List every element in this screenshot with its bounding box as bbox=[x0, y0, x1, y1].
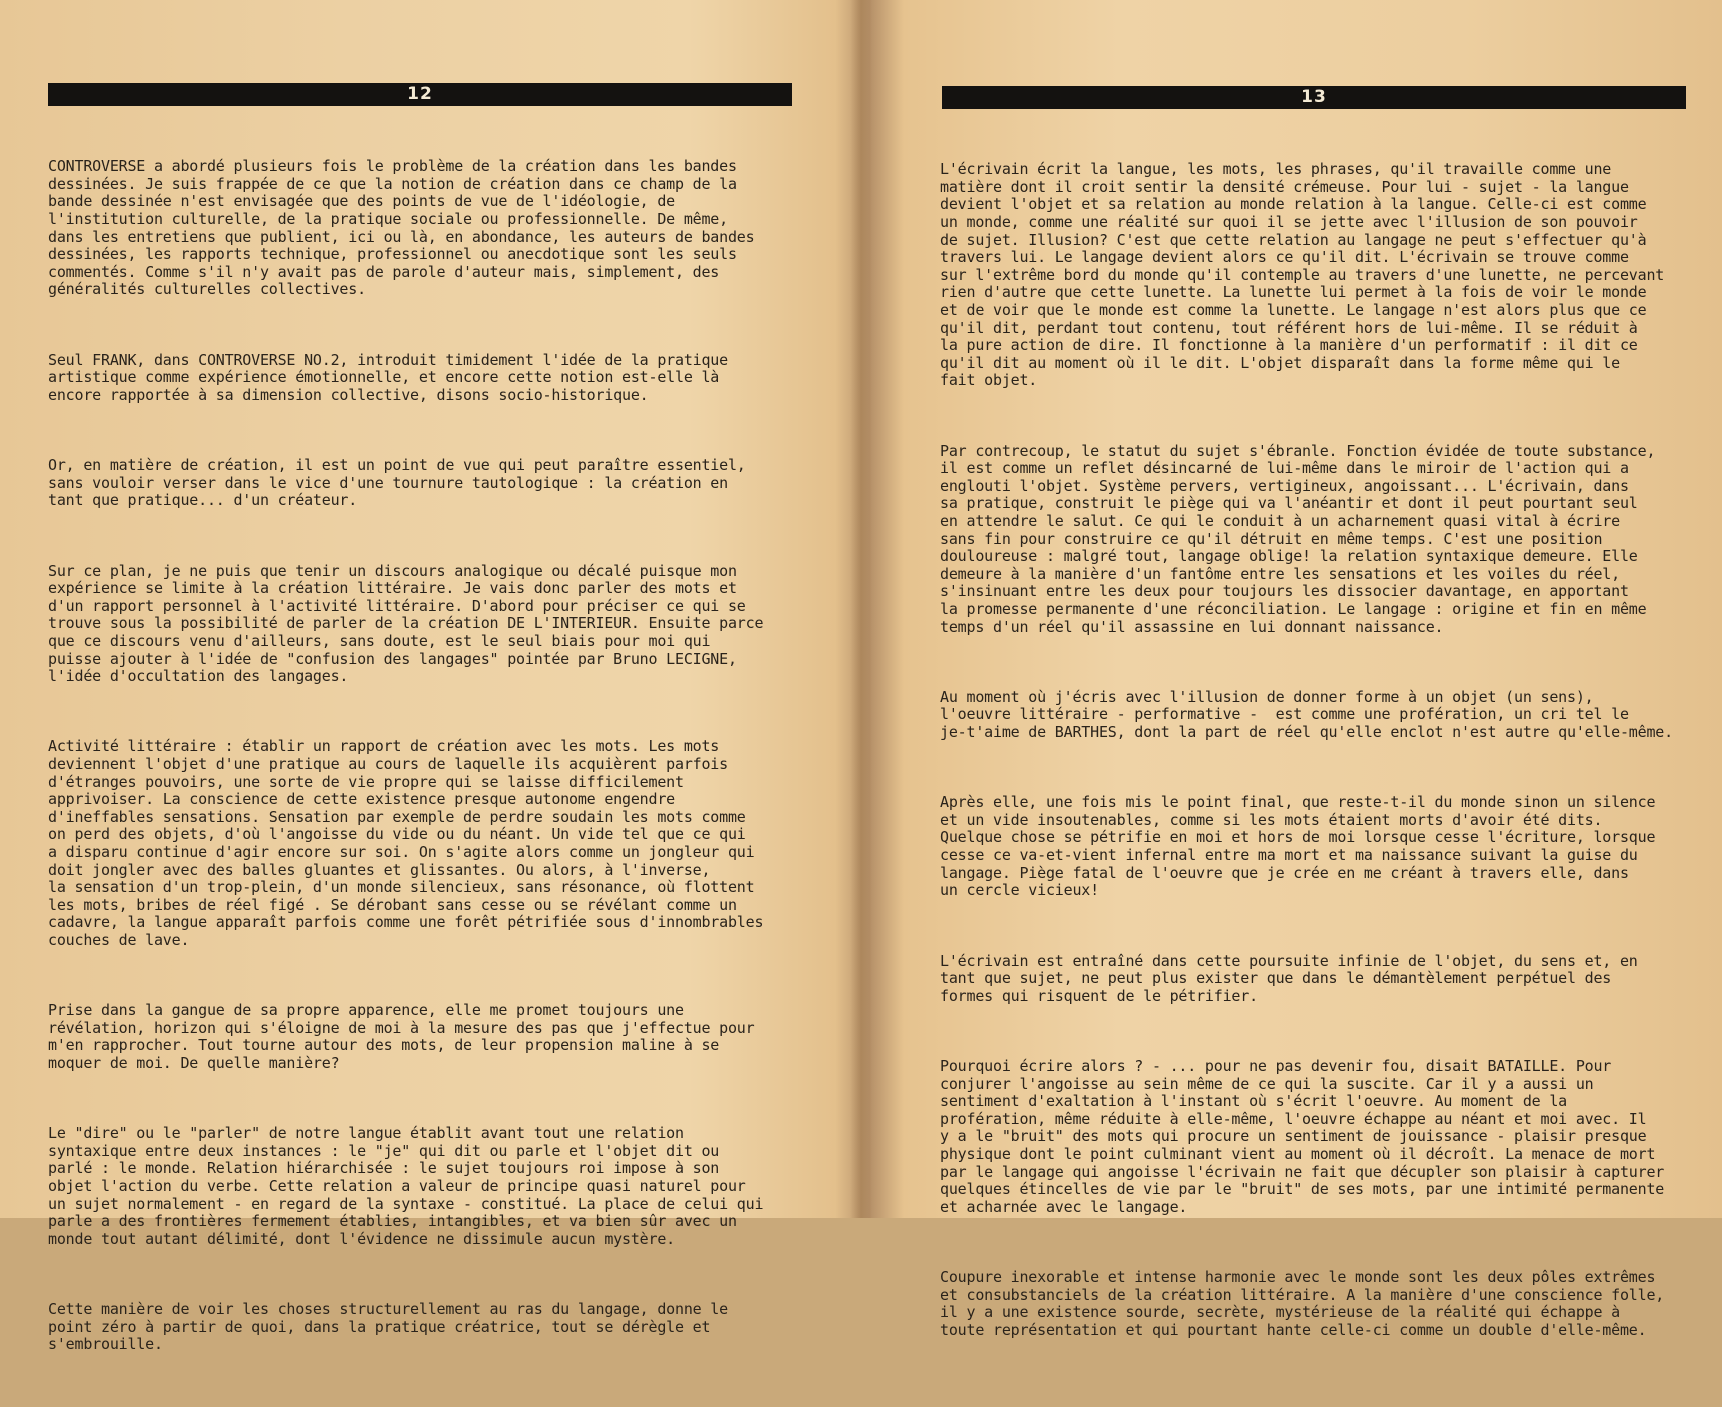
paragraph: Activité littéraire : établir un rapport de création avec les mots. Les mots deviennent l'objet d'une pratique au cours de laquelle ils acquièrent parfois d'étranges pouvoirs, une sorte de vie propre qui se laisse difficilement apprivoiser. La conscience de cette existence presque autonome engendre d'ineffables sensations. Sensation par exemple de perdre soudain les mots comme on perd des objets, d'où l'angoisse du vide ou du néant. Un vide tel que ce qui a disparu continue d'agir encore sur soi. On s'agite alors comme un jongleur qui doit jongler avec des balles gluantes et glissantes. Ou alors, à l'inverse, la sensation d'un trop-plein, d'un monde silencieux, sans résonance, où flottent les mots, bribes de réel figé . Se dérobant sans cesse ou se révélant comme un cadavre, la langue apparaît parfois comme une forêt pétrifiée sous d'innombrables couches de lave. bbox=[48, 737, 764, 949]
page-number-bar: 12 bbox=[48, 83, 792, 106]
paragraph: Or, en matière de création, il est un point de vue qui peut paraître essentiel, sans vouloir verser dans le vice d'une tournure tautologique : la création en tant que pratique... d'un créateur. bbox=[48, 456, 746, 510]
paragraph: Coupure inexorable et intense harmonie avec le monde sont les deux pôles extrêmes et consubstanciels de la création littéraire. A la manière d'une conscience folle, il y a une existence sourde, secrète, mystérieuse de la réalité qui échappe à toute représentation et qui pourtant hante celle-ci comme un double d'elle-même. bbox=[940, 1268, 1665, 1339]
article-body bbox=[48, 123, 828, 1407]
paragraph: Cette manière de voir les choses structurellement au ras du langage, donne le point zéro à partir de quoi, dans la pratique créatrice, tout se dérègle et s'embrouille. bbox=[48, 1300, 728, 1354]
paragraph: Au moment où j'écris avec l'illusion de donner forme à un objet (un sens), l'oeuvre littéraire - performative - est comme une profération, un cri tel le je-t'aime de BARTHES, dont la part de réel qu'elle enclot n'est autre qu'elle-même. bbox=[940, 687, 1673, 741]
paragraph: Le "dire" ou le "parler" de notre langue établit avant tout une relation syntaxique entre deux instances : le "je" qui dit ou parle et l'objet dit ou parlé : le monde. Relation hiérarchisée : le sujet toujours roi impose à son objet l'action du verbe. Cette relation a valeur de principe quasi naturel pour un sujet normalement - en regard de la syntaxe - constitué. La place de celui qui parle a des frontières fermement établies, intangibles, et va bien sûr avec un monde tout autant délimité, dont l'évidence ne dissimule aucun mystère. bbox=[48, 1124, 764, 1248]
paragraph: Par contrecoup, le statut du sujet s'ébranle. Fonction évidée de toute substance, il est comme un reflet désincarné de lui-même dans le miroir de l'action qui a englouti l'objet. Système pervers, vertigineux, angoissant... L'écrivain, dans sa pratique, construit le piège qui va l'anéantir et dont il peut pourtant seul en attendre le salut. Ce qui le conduit à un acharnement quasi vital à écrire sans fin pour construire ce qu'il détruit en même temps. C'est une position douloureuse : malgré tout, langage oblige! la relation syntaxique demeure. Elle demeure à la manière d'un fantôme entre les sensations et les voiles du réel, s'insinuant entre les deux pour toujours les dissocier davantage, en apportant la promesse permanente d'une réconciliation. Le langage : origine et fin en même temps d'un réel qu'il assassine en lui donnant naissance. bbox=[940, 441, 1656, 636]
paragraph: L'écrivain écrit la langue, les mots, les phrases, qu'il travaille comme une matière dont il croit sentir la densité crémeuse. Pour lui - sujet - la langue devient l'objet et sa relation au monde relation à la langue. Celle-ci est comme un monde, comme une réalité sur quoi il se jette avec l'illusion de son pouvoir de sujet. Illusion? C'est que cette relation au langage ne peut s'effectuer qu'à travers lui. Le langage devient alors ce qu'il dit. L'écrivain se trouve comme sur l'extrême bord du monde qu'il contemple au travers d'une lunette, ne percevant rien d'autre que cette lunette. La lunette lui permet à la fois de voir le monde et de voir que le monde est comme la lunette. Le langage n'est alors plus que ce qu'il dit, perdant tout contenu, tout référent hors de lui-même. Il se réduit à la pure action de dire. Il fonctionne à la manière d'un performatif : il dit ce qu'il dit au moment où il le dit. L'objet disparaît dans la forme même qui le fait objet. bbox=[940, 160, 1665, 390]
paragraph: Prise dans la gangue de sa propre apparence, elle me promet toujours une révélation, horizon qui s'éloigne de moi à la mesure des pas que j'effectue pour m'en rapprocher. Tout tourne autour des mots, de leur propension maline à se moquer de moi. De quelle manière? bbox=[48, 1001, 755, 1072]
paragraph: Sur ce plan, je ne puis que tenir un discours analogique ou décalé puisque mon expérience se limite à la création littéraire. Je vais donc parler des mots et d'un rapport personnel à l'activité littéraire. D'abord pour préciser ce qui se trouve sous la possibilité de parler de la création DE L'INTERIEUR. Ensuite parce que ce discours venu d'ailleurs, sans doute, est le seul biais pour moi qui puisse ajouter à l'idée de "confusion des langages" pointée par Bruno LECIGNE, l'idée d'occultation des langages. bbox=[48, 561, 764, 686]
paragraph: Après elle, une fois mis le point final, que reste-t-il du monde sinon un silence et un vide insoutenables, comme si les mots étaient morts d'avoir été dits. Quelque chose se pétrifie en moi et hors de moi lorsque cesse l'écriture, lorsque cesse ce va-et-vient infernal entre ma mort et ma naissance suivant la guise du langage. Piège fatal de l'oeuvre que je crée en me créant à travers elle, dans un cercle vicieux! bbox=[940, 793, 1656, 900]
paragraph: Seul FRANK, dans CONTROVERSE NO.2, introduit timidement l'idée de la pratique artistique comme expérience émotionnelle, et encore cette notion est-elle là encore rapportée à sa dimension collective, disons socio-historique. bbox=[48, 350, 728, 404]
page-number-bar: 13 bbox=[942, 86, 1686, 109]
right-page bbox=[862, 0, 1722, 1339]
article-body bbox=[940, 126, 1720, 1392]
left-page bbox=[0, 0, 860, 1354]
paragraph: L'écrivain est entraîné dans cette poursuite infinie de l'objet, du sens et, en tant que sujet, ne peut plus exister que dans le démantèlement perpétuel des formes qui risquent de le pétrifier. bbox=[940, 951, 1638, 1005]
paragraph: Pourquoi écrire alors ? - ... pour ne pas devenir fou, disait BATAILLE. Pour conjurer l'angoisse au sein même de ce qui la suscite. Car il y a aussi un sentiment d'exaltation à l'instant où s'écrit l'oeuvre. Au moment de la profération, même réduite à elle-même, l'oeuvre échappe au néant et moi avec. Il y a le "bruit" des mots qui procure un sentiment de jouissance - plaisir presque physique dont le point culminant vient au moment où il décroît. La menace de mort par le langage qui angoisse l'écrivain ne fait que décupler son plaisir à capturer quelques étincelles de vie par le "bruit" de ses mots, par une intimité permanente et acharnée avec le langage. bbox=[940, 1057, 1665, 1216]
paragraph: CONTROVERSE a abordé plusieurs fois le problème de la création dans les bandes dessinées. Je suis frappée de ce que la notion de création dans ce champ de la bande dessinée n'est envisagée que des points de vue de l'idéologie, de l'institution culturelle, de la pratique sociale ou professionnelle. De même, dans les entretiens que publient, ici ou là, en abondance, les auteurs de bandes dessinées, les rapports technique, professionnel ou anecdotique sont les seuls commentés. Comme s'il n'y avait pas de parole d'auteur mais, simplement, des généralités culturelles collectives. bbox=[48, 157, 755, 299]
